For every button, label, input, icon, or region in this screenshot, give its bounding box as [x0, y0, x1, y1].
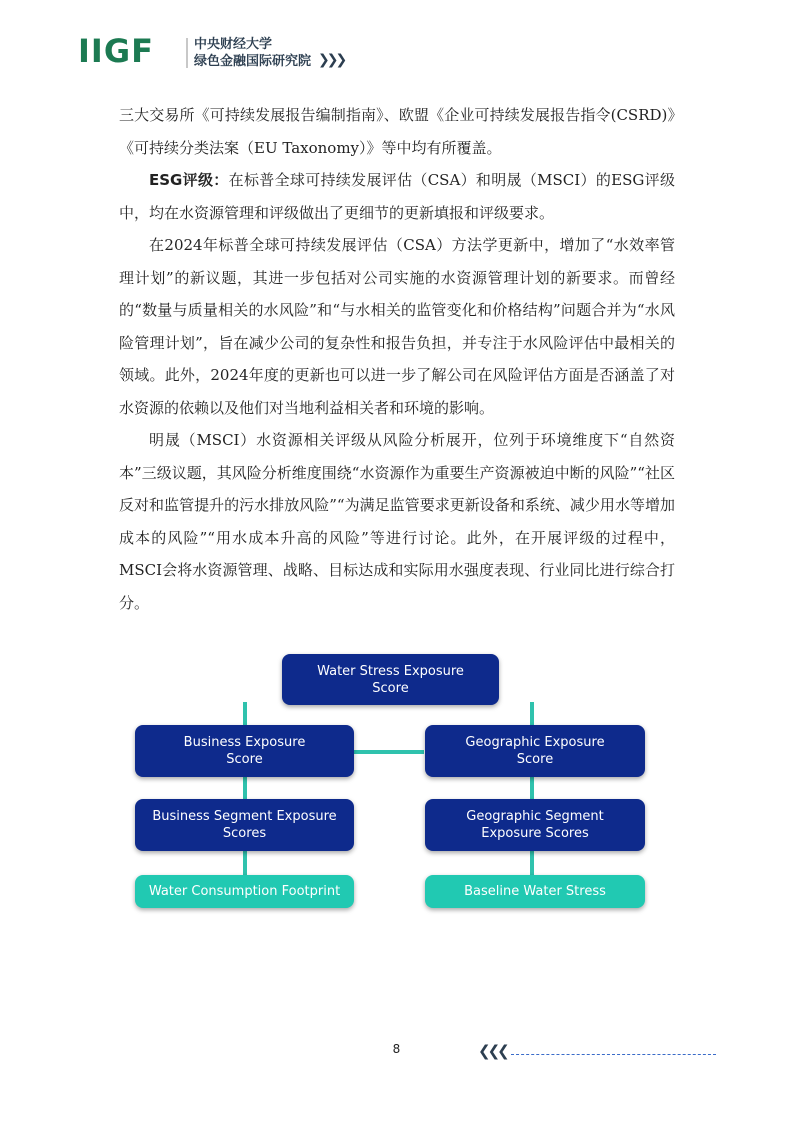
water-stress-diagram: [128, 648, 658, 918]
business-exposure-score-box: Business Exposure Score: [135, 725, 354, 777]
connector-right-low: [530, 851, 534, 875]
connector-left-mid: [243, 777, 247, 799]
connector-horizontal: [354, 750, 424, 754]
body-text: [119, 99, 675, 619]
paragraph-text: 明晟（MSCI）水资源相关评级从风险分析展开，位列于环境维度下“自然资本”三级议题，其风险分析维度围绕“水资源作为重要生产资源被迫中断的风险”“社区反对和监管提升的污水排放风险”“为满足监管要求更新设备和系统、减少用水等增加成本的风险”“用水成本升高的风险”等进行讨论。此外，在开展评级的过程中，MSCI会将水资源管理、战略、目标达成和实际用水强度表现、行业同比进行综合打分。: [119, 431, 675, 612]
report-header: [58, 30, 358, 74]
baseline-water-stress-box: Baseline Water Stress: [425, 875, 645, 908]
water-stress-exposure-score-box: Water Stress Exposure Score: [282, 654, 499, 705]
business-segment-exposure-scores-box: Business Segment Exposure Scores: [135, 799, 354, 851]
paragraph-text: 在标普全球可持续发展评估（CSA）和明晟（MSCI）的ESG评级中，均在水资源管理和评级做出了更细节的更新填报和评级要求。: [119, 171, 675, 222]
iigf-logo: IIGF: [78, 32, 154, 70]
paragraph: [119, 99, 675, 164]
org-name-line2: 绿色金融国际研究院: [194, 54, 312, 69]
water-consumption-footprint-box: Water Consumption Footprint: [135, 875, 354, 908]
footer-decoration: [478, 1044, 718, 1062]
connector-right-mid: [530, 777, 534, 799]
org-name-line1: 中央财经大学: [194, 37, 273, 52]
footer-dashed-line: [511, 1054, 716, 1055]
paragraph: [119, 229, 675, 424]
geographic-segment-exposure-scores-box: Geographic Segment Exposure Scores: [425, 799, 645, 851]
connector-top-left: [243, 702, 247, 726]
chevron-right-icon: ❯❯❯: [318, 52, 345, 68]
header-divider: [186, 38, 188, 68]
organization-name: [194, 36, 311, 70]
geographic-exposure-score-box: Geographic Exposure Score: [425, 725, 645, 777]
connector-top-right: [530, 702, 534, 726]
connector-left-low: [243, 851, 247, 875]
paragraph: [119, 164, 675, 229]
paragraph-text: 在2024年标普全球可持续发展评估（CSA）方法学更新中，增加了“水效率管理计划”的新议题，其进一步包括对公司实施的水资源管理计划的新要求。而曾经的“数量与质量相关的水风险”和“与水相关的监管变化和价格结构”问题合并为“水风险管理计划”，旨在减少公司的复杂性和报告负担，并专注于水风险评估中最相关的领域。此外，2024年度的更新也可以进一步了解公司在风险评估方面是否涵盖了对水资源的依赖以及他们对当地利益相关者和环境的影响。: [119, 236, 675, 417]
paragraph: [119, 424, 675, 619]
paragraph-lead: ESG评级：: [149, 171, 229, 189]
page-number: 8: [392, 1042, 401, 1056]
paragraph-text: 三大交易所《可持续发展报告编制指南》、欧盟《企业可持续发展报告指令(CSRD)》《可持续分类法案（EU Taxonomy）》等中均有所覆盖。: [119, 106, 675, 157]
chevron-left-icon: ❮❮❮: [478, 1042, 507, 1060]
